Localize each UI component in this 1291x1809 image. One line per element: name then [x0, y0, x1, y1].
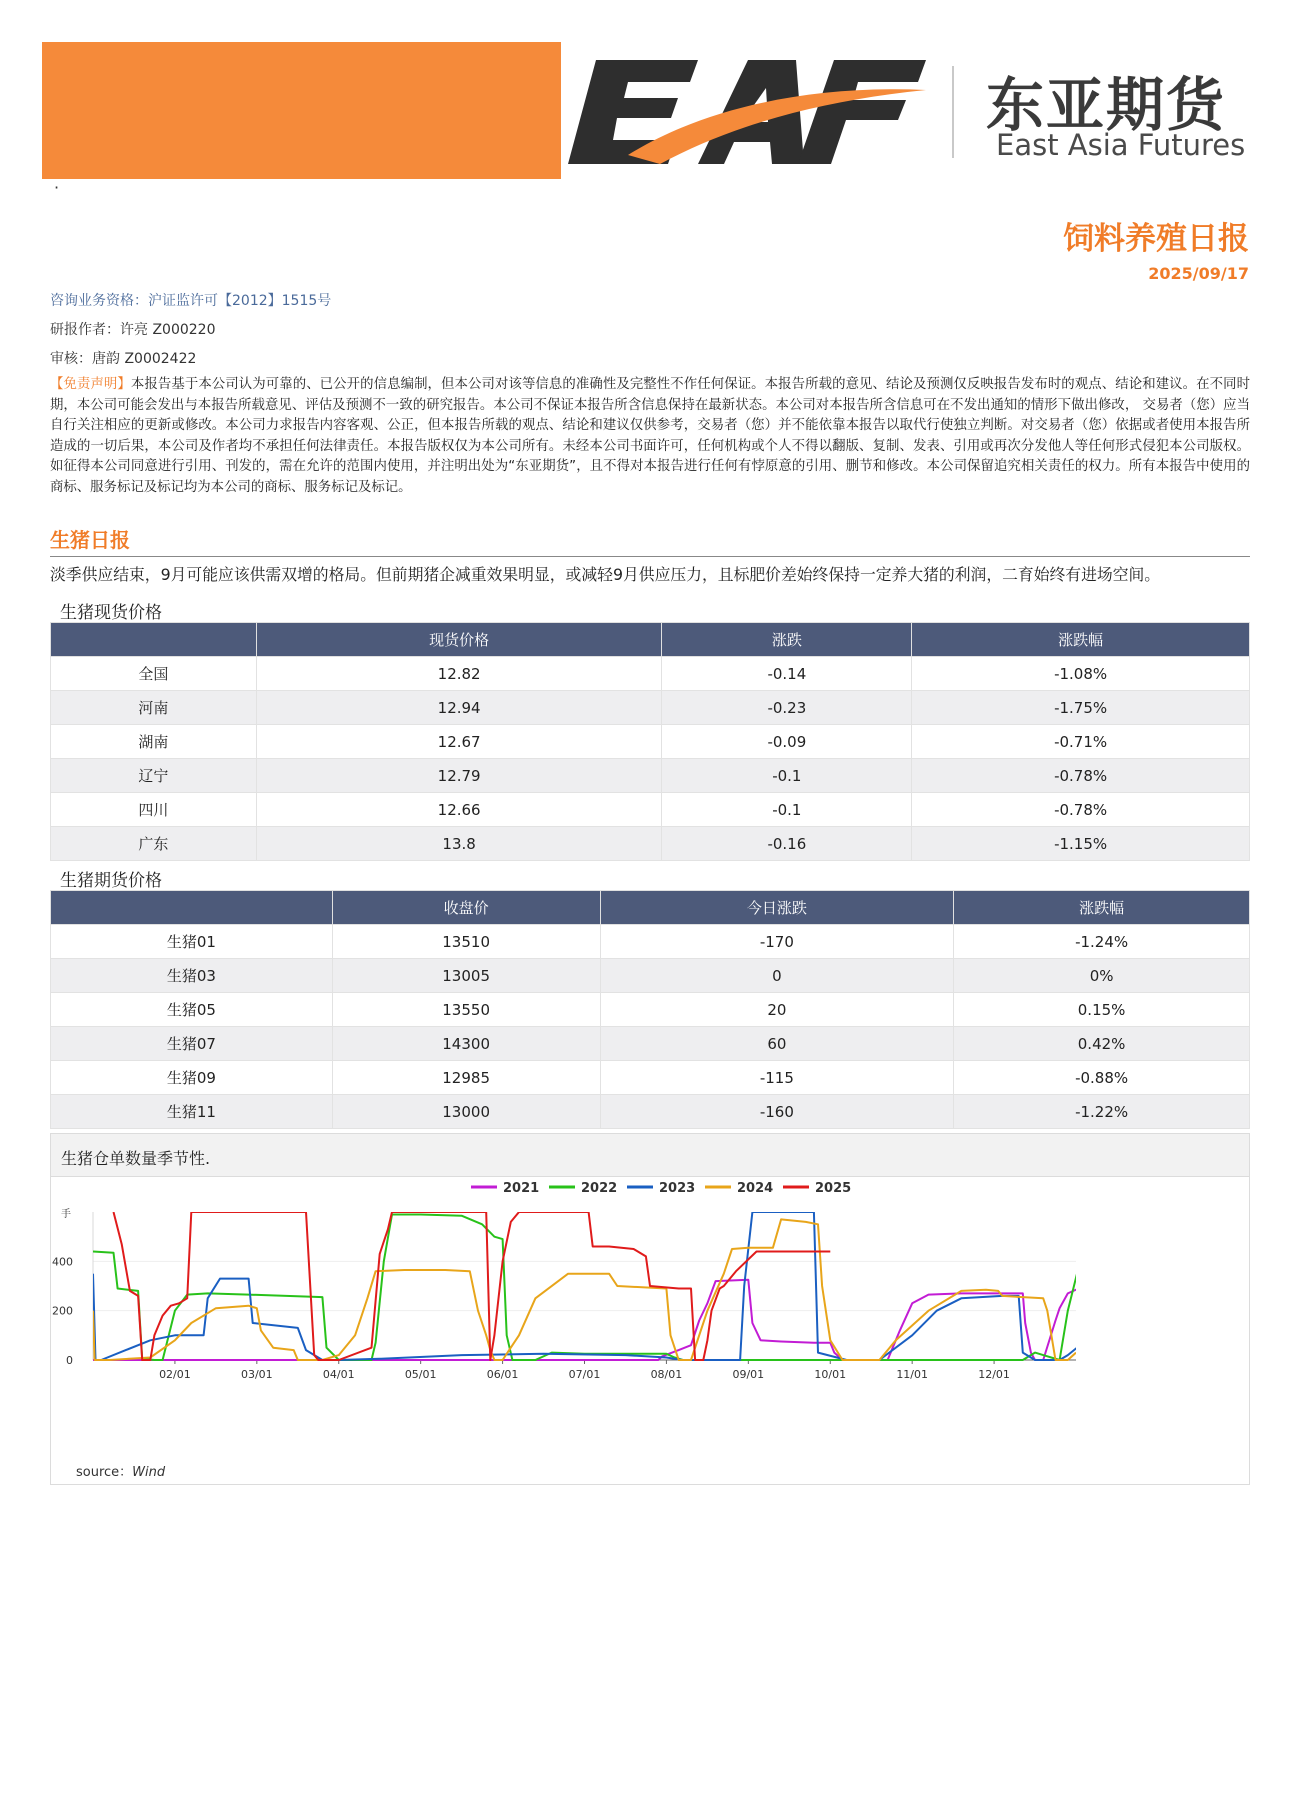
series-line-2024	[93, 1219, 1076, 1360]
futures-cell: 14300	[332, 1027, 600, 1061]
spot-cell: 河南	[51, 691, 257, 725]
chart-header	[51, 1134, 1249, 1177]
chart-panel	[50, 1133, 1250, 1485]
spot-cell: -0.16	[662, 827, 912, 861]
futures-cell: -170	[600, 925, 954, 959]
chart-title: 生猪仓单数量季节性.	[61, 1149, 211, 1168]
table-row	[51, 959, 1250, 993]
spot-cell: 湖南	[51, 725, 257, 759]
spot-header-3: 涨跌幅	[912, 623, 1250, 657]
futures-header-1: 收盘价	[332, 891, 600, 925]
legend-label-2025: 2025	[815, 1181, 852, 1196]
table-row	[51, 1027, 1250, 1061]
license-info: 咨询业务资格：沪证监许可【2012】1515号	[50, 293, 332, 309]
spot-cell: -0.1	[662, 793, 912, 827]
futures-header-3: 涨跌幅	[954, 891, 1250, 925]
table-row	[51, 925, 1250, 959]
spot-cell: -1.08%	[912, 657, 1250, 691]
disclaimer-text: 本报告基于本公司认为可靠的、已公开的信息编制，但本公司对该等信息的准确性及完整性不作任何保证。本报告所载的意见、结论及预测仅反映报告发布时的观点、结论和建议。在不同时期，本公司可能会发出与本报告所载意见、评估及预测不一致的研究报告。本公司不保证本报告所含信息保持在最新状态。本公司对本报告所含信息可在不发出通知的情形下做出修改， 交易者（您）应当自行关注相应的更新或修改。本公司力求报告内容客观、公正，但本报告所载的观点、结论和建议仅供参考，交易者（您）并不能依靠本报告以取代行使独立判断。对交易者（您）依据或者使用本报告所造成的一切后果，本公司及作者均不承担任何法律责任。本报告版权仅为本公司所有。未经本公司书面许可，任何机构或个人不得以翻版、复制、发表、引用或再次分发他人等任何形式侵犯本公司版权。如征得本公司同意进行引用、刊发的，需在允许的范围内使用，并注明出处为“东亚期货”，且不得对本报告进行任何有悖原意的引用、删节和修改。本公司保留追究相关责任的权力。所有本报告中使用的商标、服务标记及标记均为本公司的商标、服务标记及标记。	[50, 377, 1250, 495]
spot-cell: 广东	[51, 827, 257, 861]
futures-cell: 13005	[332, 959, 600, 993]
futures-cell: -115	[600, 1061, 954, 1095]
futures-header-0	[51, 891, 333, 925]
x-tick-label: 09/01	[732, 1368, 765, 1381]
y-tick-label: 0	[66, 1354, 73, 1367]
spot-cell: -0.09	[662, 725, 912, 759]
logo-divider	[952, 66, 954, 158]
report-title: 饲料养殖日报	[1063, 221, 1249, 257]
table-row	[51, 759, 1250, 793]
spot-header-1: 现货价格	[256, 623, 662, 657]
spot-cell: 四川	[51, 793, 257, 827]
futures-cell: -0.88%	[954, 1061, 1250, 1095]
table-row	[51, 725, 1250, 759]
x-tick-label: 12/01	[978, 1368, 1010, 1381]
table-row	[51, 1061, 1250, 1095]
futures-cell: 生猪09	[51, 1061, 333, 1095]
author-info: 研报作者：许亮 Z000220	[50, 322, 216, 338]
legend-label-2023: 2023	[659, 1181, 696, 1196]
futures-cell: 13550	[332, 993, 600, 1027]
y-axis-label: 手	[61, 1209, 71, 1220]
futures-header-2: 今日涨跌	[600, 891, 954, 925]
spot-cell: 12.82	[256, 657, 662, 691]
spot-cell: -1.75%	[912, 691, 1250, 725]
eaf-logo	[568, 60, 926, 164]
futures-cell: -160	[600, 1095, 954, 1129]
spot-cell: 12.67	[256, 725, 662, 759]
spot-cell: -0.78%	[912, 793, 1250, 827]
table-row	[51, 1095, 1250, 1129]
spot-cell: 12.66	[256, 793, 662, 827]
source-label: source：	[76, 1465, 133, 1480]
x-tick-label: 08/01	[650, 1368, 683, 1381]
futures-cell: 0%	[954, 959, 1250, 993]
table-header-row	[51, 623, 1250, 657]
futures-cell: 12985	[332, 1061, 600, 1095]
spot-header-2: 涨跌	[662, 623, 912, 657]
futures-cell: 13510	[332, 925, 600, 959]
report-date: 2025/09/17	[1148, 264, 1249, 283]
spot-table-title: 生猪现货价格	[60, 603, 162, 623]
x-tick-label: 11/01	[896, 1368, 929, 1381]
spot-cell: 12.94	[256, 691, 662, 725]
header-dot: ·	[54, 178, 60, 197]
x-tick-label: 03/01	[240, 1368, 273, 1381]
reviewer-info: 审核：唐韵 Z0002422	[50, 351, 197, 367]
legend-label-2021: 2021	[503, 1181, 540, 1196]
futures-cell: 0.15%	[954, 993, 1250, 1027]
futures-cell: 13000	[332, 1095, 600, 1129]
x-tick-label: 10/01	[814, 1368, 847, 1381]
table-row	[51, 793, 1250, 827]
section-divider	[50, 556, 1250, 557]
futures-cell: 0	[600, 959, 954, 993]
brand-name-cn: 东亚期货	[986, 71, 1227, 139]
section-title: 生猪日报	[50, 528, 130, 552]
x-tick-label: 02/01	[159, 1368, 191, 1381]
legend-label-2024: 2024	[737, 1181, 774, 1196]
futures-cell: 生猪01	[51, 925, 333, 959]
futures-cell: 生猪07	[51, 1027, 333, 1061]
spot-header-0	[51, 623, 257, 657]
spot-cell: -0.71%	[912, 725, 1250, 759]
y-tick-label: 400	[52, 1255, 73, 1269]
spot-cell: -1.15%	[912, 827, 1250, 861]
spot-price-table	[50, 622, 1250, 861]
futures-price-table	[50, 890, 1250, 1129]
x-tick-label: 05/01	[404, 1368, 437, 1381]
source-value: Wind	[132, 1465, 166, 1480]
futures-cell: 生猪11	[51, 1095, 333, 1129]
spot-cell: 12.79	[256, 759, 662, 793]
section-summary: 淡季供应结束，9月可能应该供需双增的格局。但前期猪企减重效果明显，或减轻9月供应压力，且标肥价差始终保持一定养大猪的利润，二育始终有进场空间。	[50, 565, 1161, 584]
futures-cell: 生猪03	[51, 959, 333, 993]
table-row	[51, 657, 1250, 691]
futures-cell: 20	[600, 993, 954, 1027]
chart-source	[76, 1461, 165, 1480]
legend-label-2022: 2022	[581, 1181, 618, 1196]
header-orange-bar	[42, 42, 561, 179]
futures-cell: 60	[600, 1027, 954, 1061]
futures-cell: 生猪05	[51, 993, 333, 1027]
spot-cell: -0.14	[662, 657, 912, 691]
table-header-row	[51, 891, 1250, 925]
spot-cell: -0.23	[662, 691, 912, 725]
futures-cell: -1.24%	[954, 925, 1250, 959]
x-tick-label: 06/01	[486, 1368, 519, 1381]
futures-cell: -1.22%	[954, 1095, 1250, 1129]
disclaimer	[50, 375, 1250, 499]
spot-cell: 13.8	[256, 827, 662, 861]
futures-cell: 0.42%	[954, 1027, 1250, 1061]
spot-cell: 全国	[51, 657, 257, 691]
spot-cell: -0.78%	[912, 759, 1250, 793]
futures-table-title: 生猪期货价格	[60, 871, 162, 891]
spot-cell: -0.1	[662, 759, 912, 793]
seasonal-line-chart	[51, 1177, 1249, 1457]
x-tick-label: 04/01	[322, 1368, 355, 1381]
y-tick-label: 200	[52, 1304, 73, 1318]
table-row	[51, 827, 1250, 861]
spot-cell: 辽宁	[51, 759, 257, 793]
table-row	[51, 691, 1250, 725]
disclaimer-tag: 【免责声明】	[50, 377, 131, 392]
brand-name-en: East Asia Futures	[996, 128, 1246, 162]
table-row	[51, 993, 1250, 1027]
x-tick-label: 07/01	[568, 1368, 601, 1381]
